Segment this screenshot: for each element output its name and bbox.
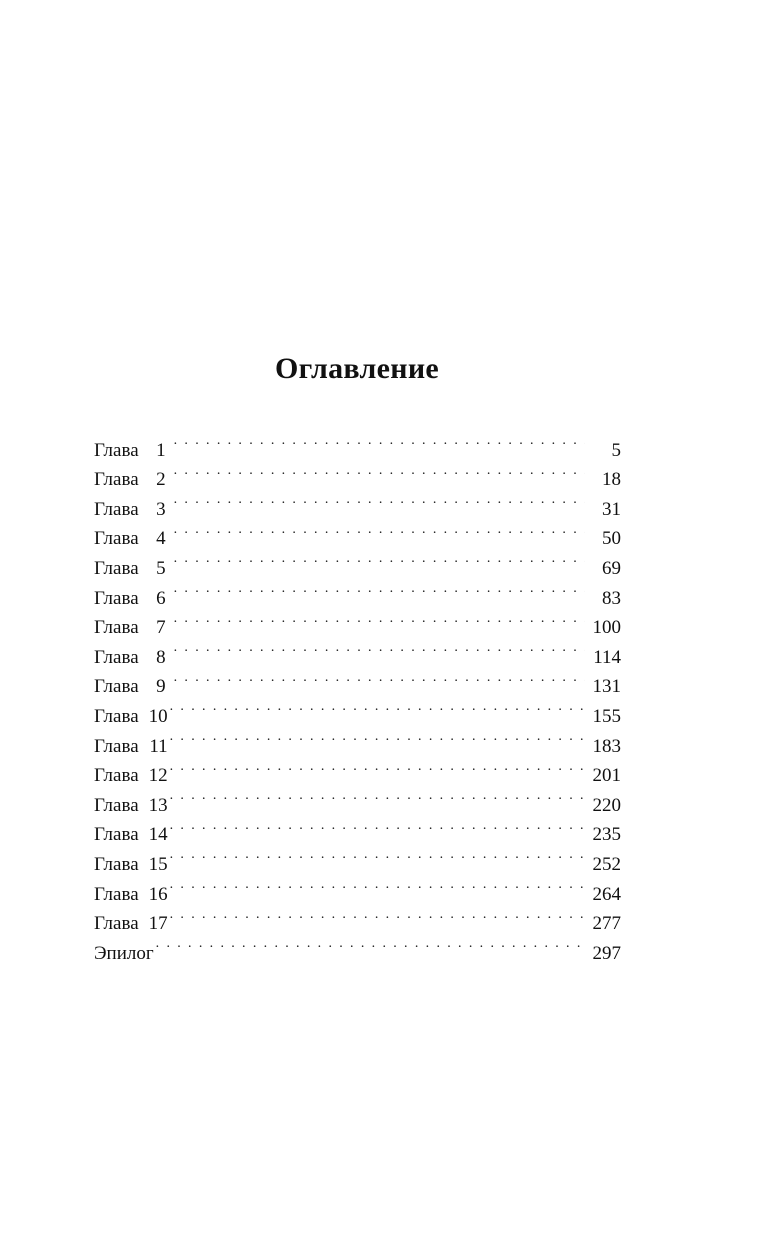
toc-entry-page: 220 bbox=[592, 794, 621, 816]
toc-entry-word: Глава bbox=[94, 735, 139, 757]
toc-entry-label bbox=[94, 524, 172, 554]
toc-entry-word: Глава bbox=[94, 498, 139, 520]
toc-entry-word: Глава bbox=[94, 913, 139, 935]
toc-entry[interactable] bbox=[94, 515, 621, 550]
toc-title: Оглавление bbox=[274, 352, 440, 385]
toc-entry[interactable] bbox=[94, 663, 621, 698]
toc-entry-label bbox=[94, 702, 168, 732]
toc-dot-leader bbox=[170, 781, 585, 811]
toc-entry[interactable] bbox=[94, 870, 621, 905]
toc-entry-page: 131 bbox=[592, 676, 621, 698]
toc-entry-page: 201 bbox=[592, 765, 621, 787]
toc-entry-word: Глава bbox=[94, 439, 139, 461]
toc-entry-number: 5 bbox=[156, 557, 166, 579]
toc-entry-label bbox=[94, 850, 168, 880]
toc-entry[interactable] bbox=[94, 692, 621, 727]
toc-entry-number: 9 bbox=[156, 676, 166, 698]
toc-entry[interactable] bbox=[94, 633, 621, 668]
toc-entry-page: 264 bbox=[592, 883, 621, 905]
toc-entry-page: 5 bbox=[611, 439, 621, 461]
toc-entry-page: 252 bbox=[592, 853, 621, 875]
toc-dot-leader bbox=[174, 485, 585, 515]
toc-entry-label bbox=[94, 672, 172, 702]
toc-entry[interactable] bbox=[94, 900, 621, 935]
toc-dot-leader bbox=[170, 840, 585, 870]
toc-entry[interactable] bbox=[94, 811, 621, 846]
toc-dot-leader bbox=[170, 870, 585, 900]
toc-entry-label bbox=[94, 732, 168, 762]
toc-entry-word: Глава bbox=[94, 765, 139, 787]
toc-entry-word: Глава bbox=[94, 883, 139, 905]
toc-dot-leader bbox=[174, 574, 585, 604]
toc-entry-label bbox=[94, 791, 168, 821]
toc-entry-number: 3 bbox=[156, 498, 166, 520]
toc-entry-word: Глава bbox=[94, 469, 139, 491]
toc-entry-page: 114 bbox=[593, 646, 621, 668]
toc-entry-word: Глава bbox=[94, 794, 139, 816]
toc-entry[interactable] bbox=[94, 722, 621, 757]
toc-entry-label bbox=[94, 465, 172, 495]
toc-entry-label bbox=[94, 880, 168, 910]
toc-dot-leader bbox=[174, 456, 585, 486]
toc-dot-leader bbox=[170, 811, 585, 841]
toc-entry[interactable] bbox=[94, 840, 621, 875]
toc-dot-leader bbox=[174, 515, 585, 545]
toc-dot-leader bbox=[170, 752, 585, 782]
toc-entry-word: Глава bbox=[94, 646, 139, 668]
toc-entry[interactable] bbox=[94, 544, 621, 579]
toc-entry-number: 12 bbox=[148, 765, 168, 787]
toc-dot-leader bbox=[174, 663, 585, 693]
toc-entry-label bbox=[94, 643, 172, 673]
toc-entry-word: Глава bbox=[94, 587, 139, 609]
toc-entry-label bbox=[94, 939, 154, 969]
toc-entry-label bbox=[94, 761, 168, 791]
toc-entry[interactable] bbox=[94, 574, 621, 609]
toc-entry-word: Глава bbox=[94, 676, 139, 698]
toc-entry-word: Глава bbox=[94, 705, 139, 727]
toc-entry-number: 2 bbox=[156, 469, 166, 491]
toc-entry[interactable] bbox=[94, 752, 621, 787]
toc-entry-label bbox=[94, 584, 172, 614]
toc-entry[interactable] bbox=[94, 604, 621, 639]
toc-entry[interactable] bbox=[94, 929, 621, 964]
toc-entry-page: 31 bbox=[602, 498, 621, 520]
toc-entry-word: Глава bbox=[94, 557, 139, 579]
toc-entry-number: 1 bbox=[156, 439, 166, 461]
toc-entry-number: 8 bbox=[156, 646, 166, 668]
toc-dot-leader bbox=[156, 929, 585, 959]
toc-entry-label bbox=[94, 554, 172, 584]
toc-entry-label bbox=[94, 820, 168, 850]
toc-entry-number: 11 bbox=[149, 735, 168, 757]
toc-entry[interactable] bbox=[94, 485, 621, 520]
toc-entry-number: 10 bbox=[148, 705, 168, 727]
toc-dot-leader bbox=[174, 544, 585, 574]
toc-entry-word: Глава bbox=[94, 853, 139, 875]
toc-dot-leader bbox=[174, 426, 585, 456]
toc-entry-number: 14 bbox=[148, 824, 168, 846]
toc-entry-number: 15 bbox=[148, 853, 168, 875]
toc-entry-word: Глава bbox=[94, 528, 139, 550]
toc-entry-page: 297 bbox=[592, 942, 621, 964]
toc-entry-page: 83 bbox=[602, 587, 621, 609]
toc-entry-word: Эпилог bbox=[94, 942, 154, 964]
toc-entry-page: 183 bbox=[592, 735, 621, 757]
toc-entry-number: 6 bbox=[156, 587, 166, 609]
toc-entry-number: 16 bbox=[148, 883, 168, 905]
toc-dot-leader bbox=[170, 692, 585, 722]
toc-entry-word: Глава bbox=[94, 617, 139, 639]
toc-list bbox=[94, 426, 621, 964]
toc-entry[interactable] bbox=[94, 781, 621, 816]
toc-dot-leader bbox=[170, 722, 585, 752]
toc-entry-label bbox=[94, 495, 172, 525]
toc-entry-page: 155 bbox=[592, 705, 621, 727]
toc-entry-number: 17 bbox=[148, 913, 168, 935]
toc-entry-page: 69 bbox=[602, 557, 621, 579]
toc-entry[interactable] bbox=[94, 426, 621, 461]
toc-entry-number: 13 bbox=[148, 794, 168, 816]
toc-entry-number: 7 bbox=[156, 617, 166, 639]
toc-dot-leader bbox=[174, 633, 585, 663]
toc-entry-number: 4 bbox=[156, 528, 166, 550]
toc-entry-label bbox=[94, 613, 172, 643]
toc-entry-label bbox=[94, 436, 172, 466]
toc-entry[interactable] bbox=[94, 456, 621, 491]
toc-dot-leader bbox=[174, 604, 585, 634]
toc-dot-leader bbox=[170, 900, 585, 930]
toc-entry-page: 18 bbox=[602, 469, 621, 491]
toc-entry-page: 235 bbox=[592, 824, 621, 846]
toc-entry-word: Глава bbox=[94, 824, 139, 846]
toc-entry-page: 277 bbox=[592, 913, 621, 935]
toc-entry-page: 100 bbox=[592, 617, 621, 639]
toc-entry-page: 50 bbox=[602, 528, 621, 550]
